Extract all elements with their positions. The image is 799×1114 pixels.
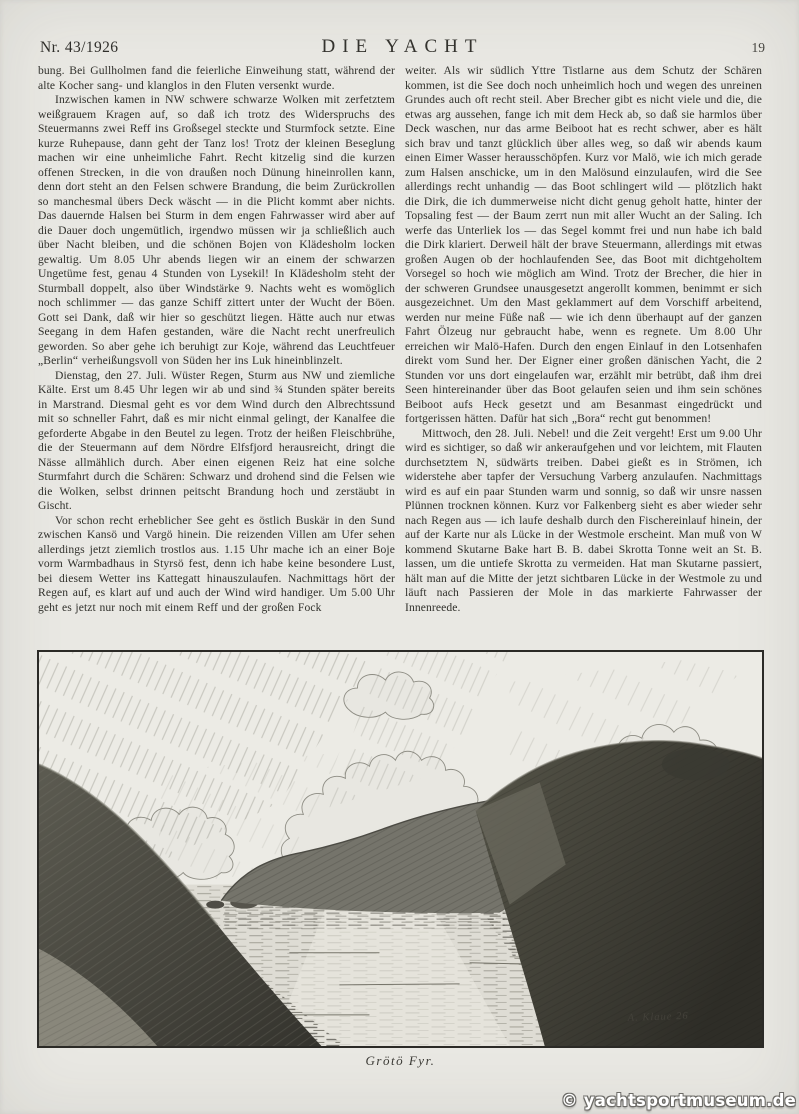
paragraph: weiter. Als wir südlich Yttre Tistlarne aus dem Schutz der Schären kommen, ist die See doch noch unheimlich hoch und wegen des unreinen Grundes auch oft recht steil. Aber Brecher gibt es nicht viele und die, die etwas arg aussehen, fange ich mit dem Heck ab, so daß sie harmlos über Deck waschen, nur das arme Beiboot hat es recht schwer, aber es hält sich brav und tanzt glücklich über alles weg, so daß wir abends kaum einen Eimer Wasser herausschöpfen. Kurz vor Malö, wie ich mich gerade zum Halsen anschicke, um in den Malösund einzulaufen, wird die See allerdings recht unhandig — das Boot schlingert wild — plötzlich hakt die Dirk, die ich dummerweise nicht dicht genug geholt hatte, hinter der Topsaling fest — der Baum zerrt nun mit aller Wucht an der Saling. Ich werfe das Unterliek los — das Segel kommt frei und nun habe ich bald die Dirk klariert. Derweil hält der brave Steuermann, allerdings mit etwas großen Augen ob der hochlaufenden See, das Boot mit dichtgeholtem Vorsegel so hoch wie möglich am Wind. Trotz der Brecher, die hier in der schweren Grundsee unausgesetzt angerollt kommen, benimmt er sich ausgezeichnet. Um den Mast geklammert auf dem Vorschiff arbeitend, werden nur meine Füße naß — wie ich denn überhaupt auf der ganzen Fahrt Ölzeug nur gebraucht habe, wenn es regnete. Um 8.00 Uhr erreichen wir Malö-Hafen. Durch den engen Einlauf in den Lotsenhafen direkt vom Sund her. Der Eigner einer großen dänischen Yacht, die 2 Stunden vor uns dort eingelaufen war, erzählt mir betrübt, daß ihm drei Seen hintereinander über das Boot gelaufen seien und ihm sein schönes Beiboot aufs Heck gesetzt und am Besanmast eingedrückt und fortgerissen hätten. Dafür hat sich „Bora“ recht gut benommen! xyxy=(405,64,762,425)
right-column xyxy=(405,64,762,652)
article-body xyxy=(38,64,762,652)
magazine-title: DIE YACHT xyxy=(321,36,484,57)
page-number: 19 xyxy=(751,40,765,55)
illustration-frame xyxy=(37,650,764,1048)
paragraph: bung. Bei Gullholmen fand die feierliche Einweihung statt, während der alte Kocher sang- und klanglos in den Fluten versenkt wurde. xyxy=(38,64,395,92)
paragraph: Mittwoch, den 28. Juli. Nebel! und die Zeit vergeht! Erst um 9.00 Uhr wird es sichtiger, so daß wir ankeraufgehen und vor leichtem, mit Flauten durchsetztem N, südwärts treiben. Dabei gießt es in Strömen, ich widerstehe aber tapfer der Versuchung Varberg anzulaufen. Nachmittags wird es auf ein paar Stunden warm und sonnig, so daß wir unsre nassen Plünnen trocknen können. Kurz vor Falkenberg sieht es aber wieder sehr nach Regen aus — ich laufe deshalb durch den Fischereinlauf hinein, der auf der Karte nur als Lücke in der Westmole erscheint. Man muß von W kommend Skutarne Bake hart B. B. dabei Skrotta Tonne weit an St. B. lassen, um die untiefe Skrotta zu vermeiden. Hat man Skutarne passiert, hält man auf die Mitte der jetzt sichtbaren Lücke in der Westmole zu und läuft nach Passieren der Mole in das markierte Fahrwasser der Innenreede. xyxy=(405,426,762,614)
illustration-caption: Grötö Fyr. xyxy=(365,1053,436,1068)
artist-signature: A. Klaue 26 xyxy=(627,1010,689,1024)
paragraph: Dienstag, den 27. Juli. Wüster Regen, Sturm aus NW und ziemliche Kälte. Erst um 8.45 Uhr legen wir ab und sind ¾ Stunden später bereits in Marstrand. Diesmal geht es vor dem Wind durch den Albrechtssund mit so schneller Fahrt, daß es mir nicht einmal gelingt, der Kanalfee die geforderte Abgabe in den Beutel zu legen. Trotz der heißen Fleischbrühe, die der Steuermann auf dem Nördre Elfsfjord herausreicht, dringt die Nässe allmählich durch. Aber einen eigenen Reiz hat eine solche Sturmfahrt durch die Schären: Schwarz und drohend sind die Felsen wie die Wolken, selbst drinnen peitscht Brandung hoch und zerstäubt in Gischt. xyxy=(38,368,395,512)
paragraph: Inzwischen kamen in NW schwere schwarze Wolken mit zerfetztem weißgrauem Kragen auf, so daß ich trotz des Widerspruchs des Steuermanns zwei Reff ins Großsegel steckte und Sturmfock setzte. Eine kurze Ruhepause, dann geht der Tanz los! Trotz der kleinen Beseglung machen wir eine unheimliche Fahrt. Recht kitzelig sind die kurzen offenen Strecken, in die von draußen noch Dünung hineinrollen kann, denn dort steht an den Felsen schwere Brandung, die beim Zurückrollen so manchesmal übers Deck wäscht — in die Plicht kommt aber nichts. Das dauernde Halsen bei Sturm in dem engen Fahrwasser wird aber auf die Dauer doch ungemütlich, irgendwo müssen wir ja schließlich auch über Nacht bleiben, und die schönen Bojen von Klädesholm locken gewaltig. Um 8.05 Uhr abends liegen wir an einem der schwarzen Ungetüme fest, genau 4 Stunden von Lysekil! In Klädesholm steht der Sturmball doppelt, also über Windstärke 9. Nachts weht es womöglich noch schlimmer — das ganze Schiff zittert unter der Wucht der Böen. Gott sei Dank, daß wir hier so geschützt liegen. Hätte auch nur etwas Seegang in dem Hafen gestanden, wäre die Nacht recht unerfreulich geworden. So aber gehe ich beruhigt zur Koje, während das Leuchtfeuer „Berlin“ verheißungsvoll von Süden her ins Luk hineinblinzelt. xyxy=(38,93,395,367)
watermark: © yachtsportmuseum.de xyxy=(561,1091,796,1110)
coastal-illustration xyxy=(39,652,762,1046)
issue-number: Nr. 43/1926 xyxy=(40,39,119,56)
paragraph: Vor schon recht erheblicher See geht es östlich Buskär in den Sund zwischen Kansö und Vargö hinein. Die reizenden Villen am Ufer sehen allerdings jetzt ziemlich trostlos aus. 1.15 Uhr mache ich an einer Boje vorm Warmbadhaus in Styrsö fest, denn ich habe keine besondere Lust, bei diesem Wetter ins Kattegatt hinauszulaufen. Nachmittags hört der Regen auf, es klart auf und auch der Wind wird handiger. Um 5.00 Uhr geht es jetzt nur noch mit einem Reff und der großen Fock xyxy=(38,513,395,614)
page-header xyxy=(40,36,765,58)
left-column xyxy=(38,64,395,652)
